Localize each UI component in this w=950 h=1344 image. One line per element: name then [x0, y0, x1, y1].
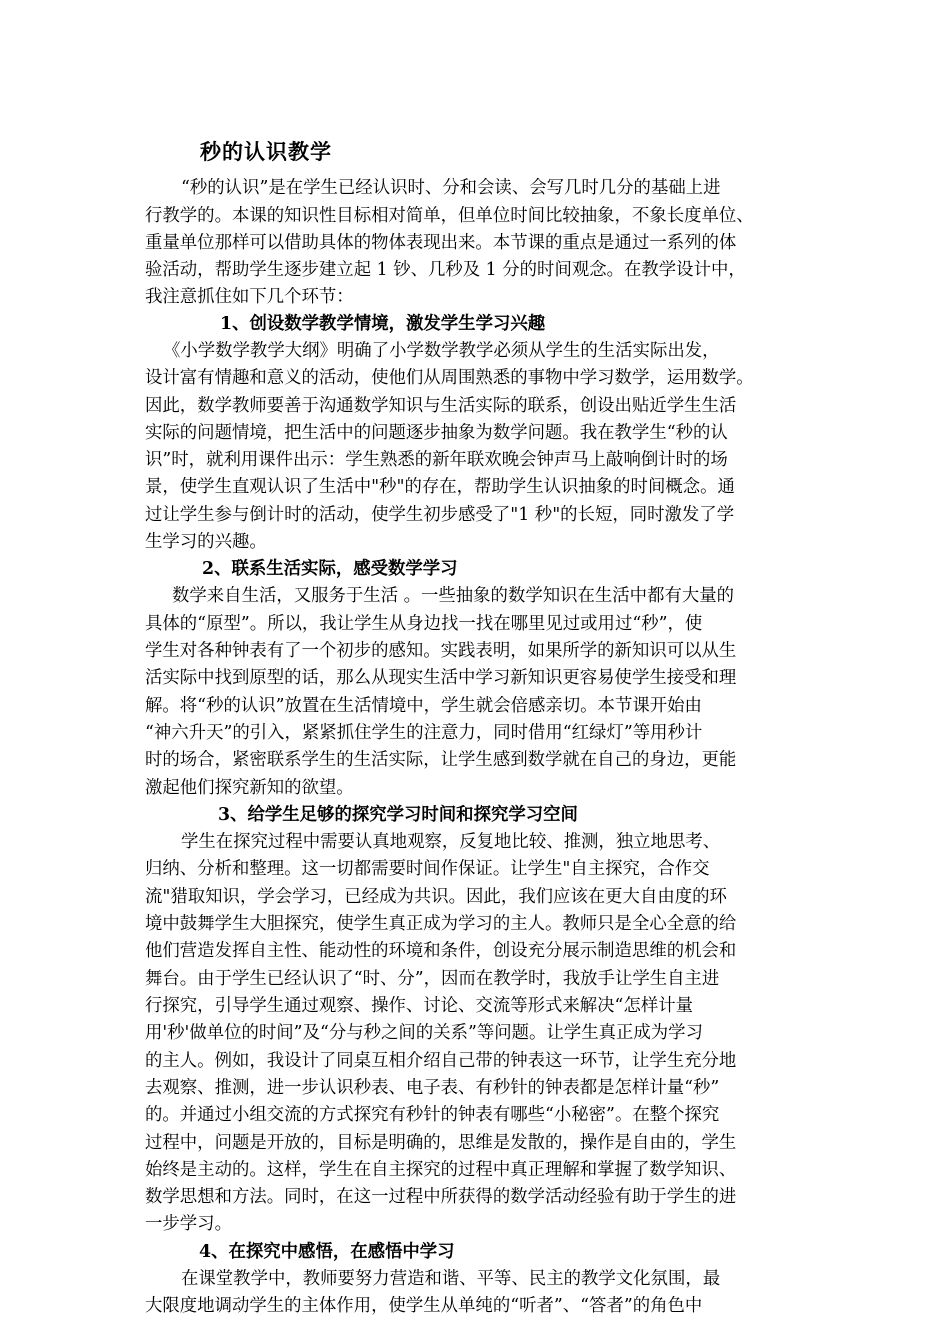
paragraph-line: 归纳、分析和整理。这一切都需要时间作保证。让学生"自主探究，合作交 — [145, 859, 710, 879]
paragraph-line: 流"猎取知识，学会学习，已经成为共识。因此，我们应该在更大自由度的环 — [145, 887, 727, 907]
paragraph-line: 学生在探究过程中需要认真地观察，反复地比较、推测，独立地思考、 — [181, 832, 721, 852]
paragraph-line: 重量单位那样可以借助具体的物体表现出来。本节课的重点是通过一系列的体 — [145, 233, 737, 253]
paragraph-line: “秒的认识”是在学生已经认识时、分和会读、会写几时几分的基础上进 — [181, 178, 721, 198]
paragraph-line: 行探究，引导学生通过观察、操作、讨论、交流等形式来解决“怎样计量 — [145, 996, 694, 1016]
paragraph-line: 他们营造发挥自主性、能动性的环境和条件，创设充分展示制造思维的机会和 — [145, 941, 737, 961]
paragraph-line: 我注意抓住如下几个环节： — [145, 287, 354, 307]
paragraph-line: 数学来自生活，又服务于生活 。一些抽象的数学知识在生活中都有大量的 — [172, 586, 735, 606]
paragraph-line: 时的场合，紧密联系学生的生活实际，让学生感到数学就在自己的身边，更能 — [145, 750, 737, 770]
paragraph-line: 行教学的。本课的知识性目标相对简单，但单位时间比较抽象，不象长度单位、 — [145, 206, 754, 226]
paragraph-line: 去观察、推测，进一步认识秒表、电子表、有秒针的钟表都是怎样计量“秒” — [145, 1078, 720, 1098]
paragraph-line: 景，使学生直观认识了生活中"秒"的存在，帮助学生认识抽象的时间概念。通 — [145, 477, 735, 497]
paragraph-line: 过让学生参与倒计时的活动，使学生初步感受了"1 秒"的长短，同时激发了学 — [145, 505, 735, 525]
paragraph-line: 激起他们探究新知的欲望。 — [145, 778, 354, 798]
paragraph-line: 的。并通过小组交流的方式探究有秒针的钟表有哪些“小秘密”。在整个探究 — [145, 1105, 720, 1125]
paragraph-line: 的主人。例如，我设计了同桌互相介绍自己带的钟表这一环节，让学生充分地 — [145, 1051, 737, 1071]
paragraph-line: 设计富有情趣和意义的活动，使他们从周围熟悉的事物中学习数学，运用数学。 — [145, 368, 754, 388]
paragraph-line: 舞台。由于学生已经认识了“时、分”，因而在教学时，我放手让学生自主进 — [145, 969, 720, 989]
paragraph-line: 生学习的兴趣。 — [145, 532, 267, 552]
paragraph-line: 具体的“原型”。所以，我让学生从身边找一找在哪里见过或用过“秒”，使 — [145, 614, 703, 634]
paragraph-line: 实际的问题情境，把生活中的问题逐步抽象为数学问题。我在教学生“秒的认 — [145, 423, 728, 443]
paragraph-line: “神六升天”的引入，紧紧抓住学生的注意力，同时借用“红绿灯”等用秒计 — [145, 723, 703, 743]
paragraph-line: 大限度地调动学生的主体作用，使学生从单纯的“听者”、“答者”的角色中 — [145, 1296, 703, 1316]
paragraph-line: 学生对各种钟表有了一个初步的感知。实践表明，如果所学的新知识可以从生 — [145, 641, 737, 661]
paragraph-line: 在课堂教学中，教师要努力营造和谐、平等、民主的教学文化氛围，最 — [181, 1269, 721, 1289]
paragraph-line: 数学思想和方法。同时，在这一过程中所获得的数学活动经验有助于学生的进 — [145, 1187, 737, 1207]
section-heading-2: 2、联系生活实际，感受数学学习 — [202, 559, 458, 579]
paragraph-line: 境中鼓舞学生大胆探究，使学生真正成为学习的主人。教师只是全心全意的给 — [145, 914, 737, 934]
paragraph-line: 《小学数学教学大纲》明确了小学数学教学必须从学生的生活实际出发， — [163, 341, 720, 361]
paragraph-line: 过程中，问题是开放的，目标是明确的，思维是发散的，操作是自由的，学生 — [145, 1133, 737, 1153]
paragraph-line: 一步学习。 — [145, 1214, 232, 1234]
section-heading-4: 4、在探究中感悟，在感悟中学习 — [199, 1242, 455, 1262]
section-heading-3: 3、给学生足够的探究学习时间和探究学习空间 — [218, 805, 578, 825]
document-title: 秒的认识教学 — [200, 139, 332, 164]
paragraph-line: 因此，数学教师要善于沟通数学知识与生活实际的联系，创设出贴近学生生活 — [145, 396, 737, 416]
paragraph-line: 始终是主动的。这样，学生在自主探究的过程中真正理解和掌握了数学知识、 — [145, 1160, 737, 1180]
paragraph-line: 活实际中找到原型的话，那么从现实生活中学习新知识更容易使学生接受和理 — [145, 668, 737, 688]
paragraph-line: 用'秒'做单位的时间”及“分与秒之间的关系”等问题。让学生真正成为学习 — [145, 1023, 703, 1043]
paragraph-line: 解。将“秒的认识”放置在生活情境中，学生就会倍感亲切。本节课开始由 — [145, 696, 702, 716]
paragraph-line: 识”时，就利用课件出示：学生熟悉的新年联欢晚会钟声马上敲响倒计时的场 — [145, 450, 728, 470]
paragraph-line: 验活动，帮助学生逐步建立起 1 钞、几秒及 1 分的时间观念。在教学设计中， — [145, 260, 746, 280]
section-heading-1: 1、创设数学教学情境，激发学生学习兴趣 — [220, 314, 546, 334]
